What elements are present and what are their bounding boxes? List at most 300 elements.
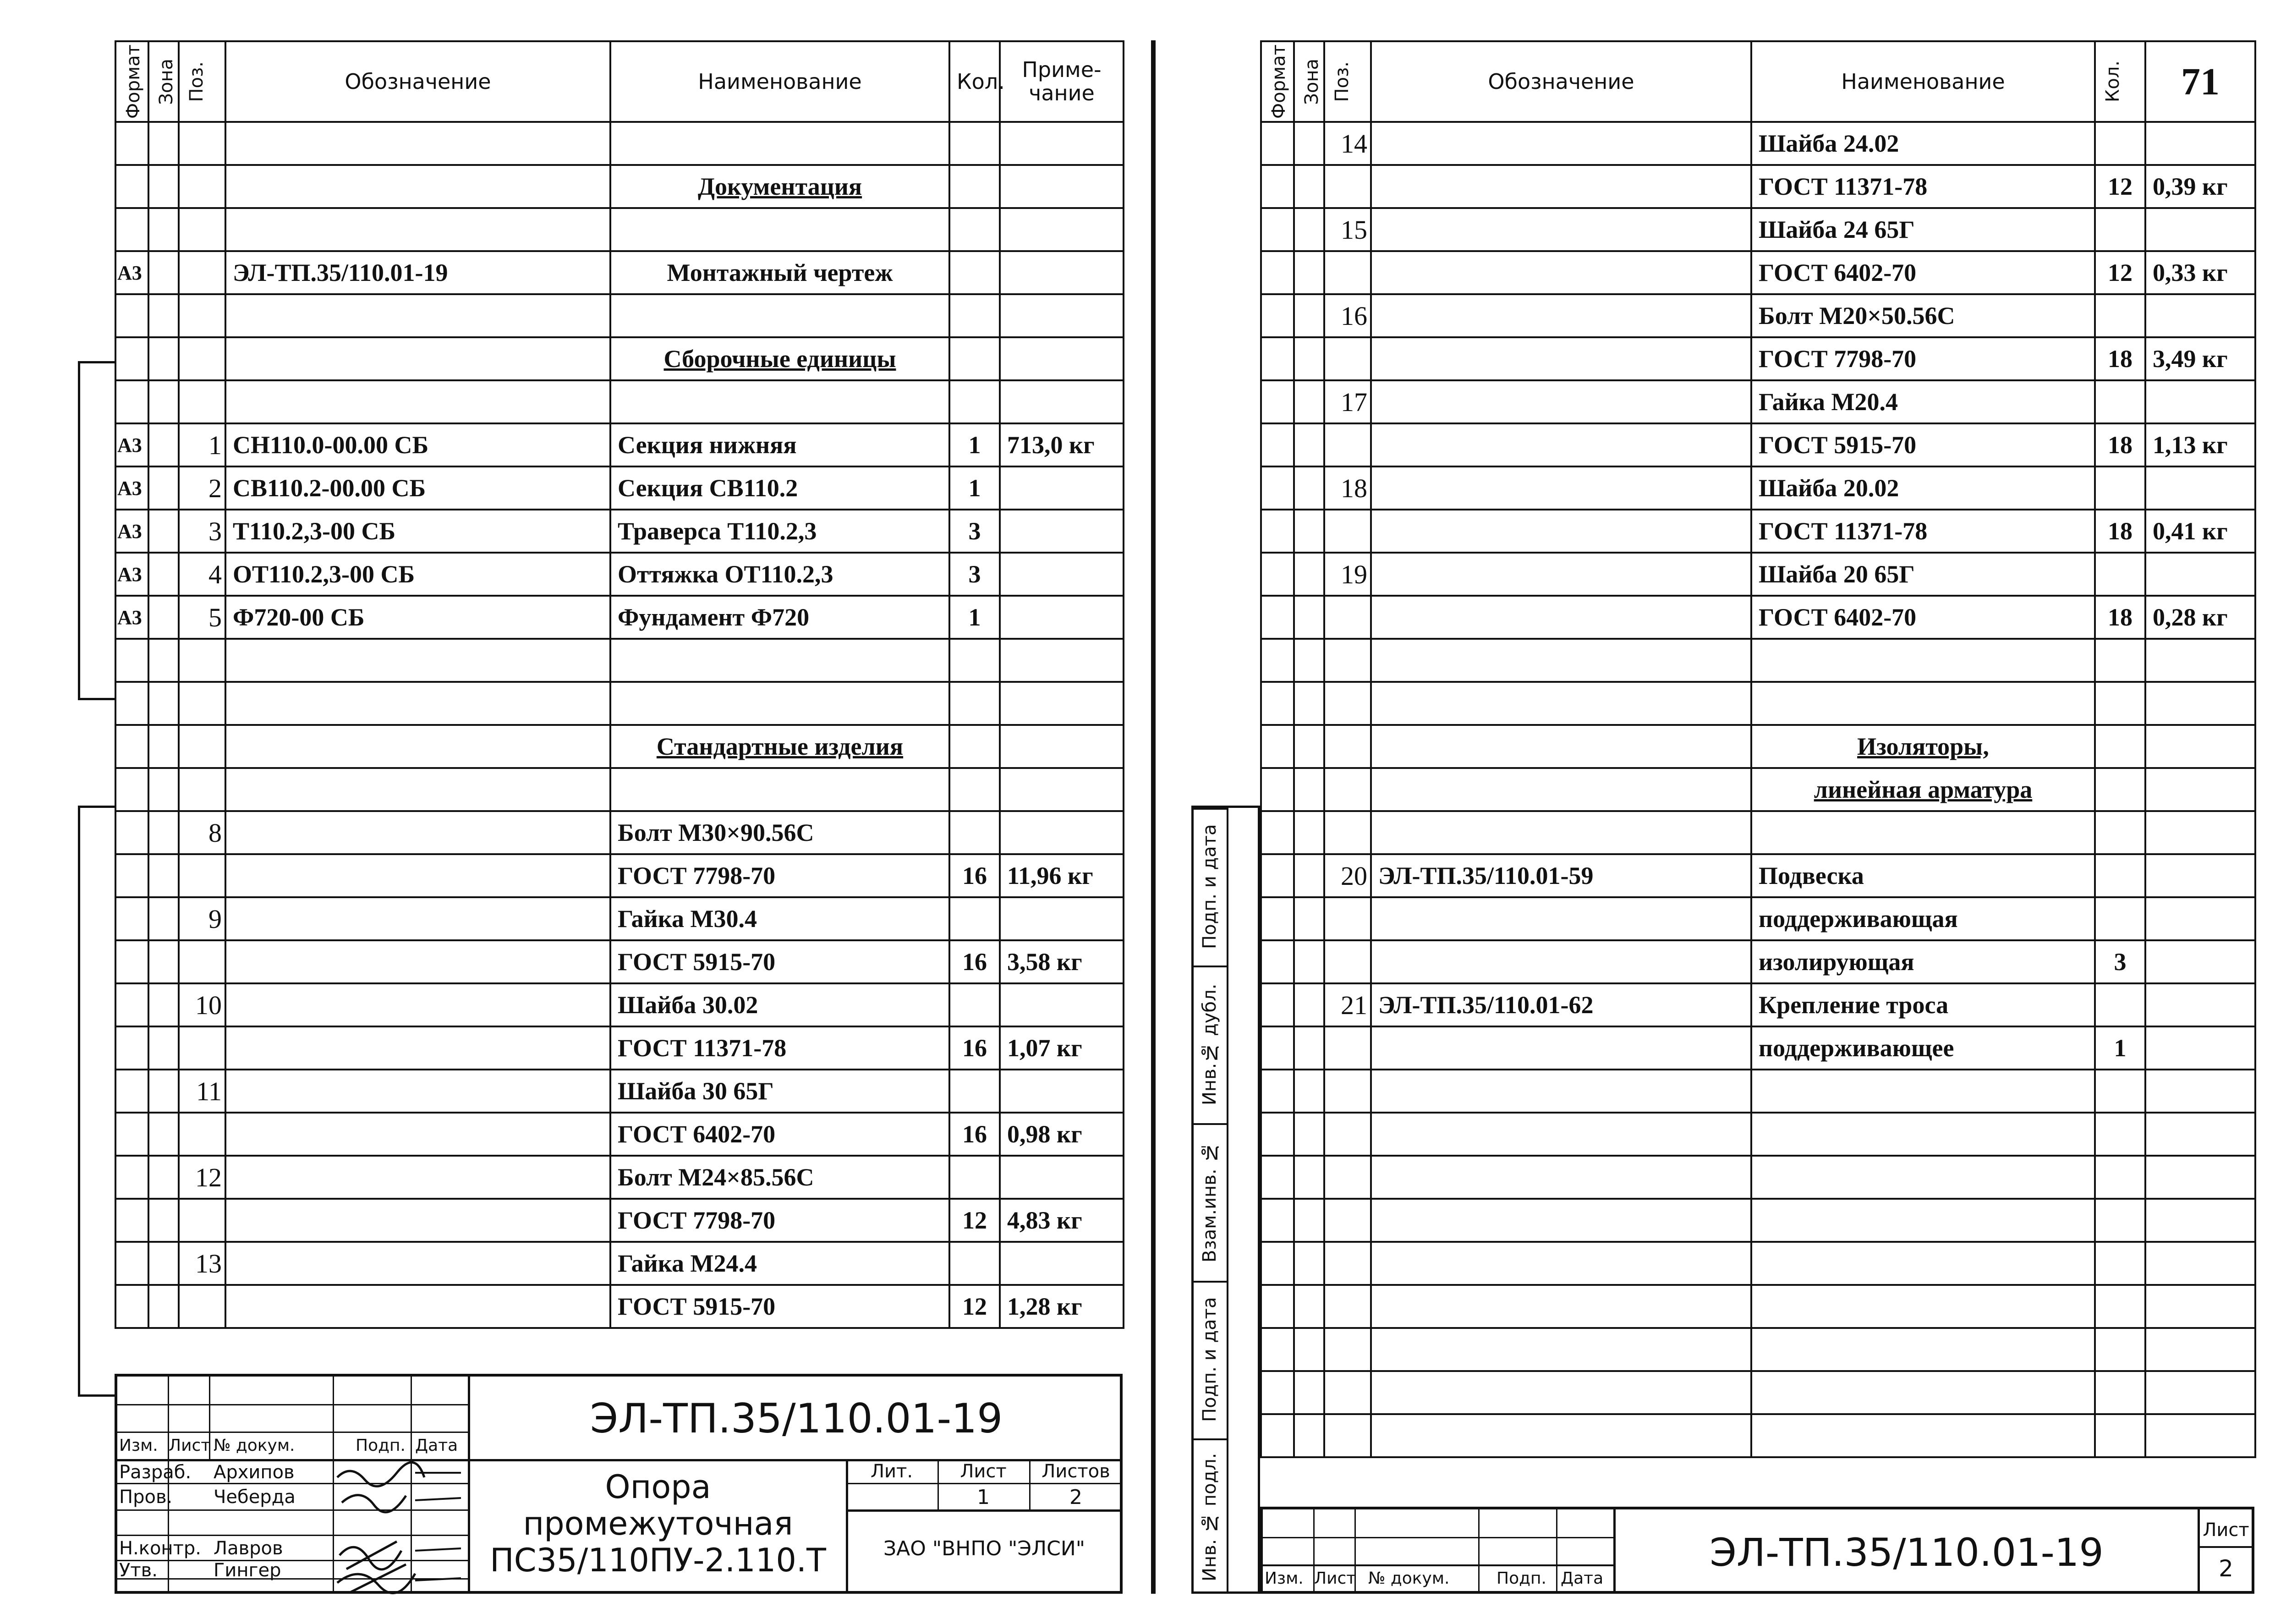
left-binding-strip-2 — [78, 806, 115, 1397]
cell-qty — [2095, 854, 2145, 897]
cell-pos: 11 — [179, 1070, 225, 1113]
cell — [1000, 337, 1124, 380]
section-title — [610, 165, 949, 208]
cell-name: Оттяжка ОТ110.2,3 — [610, 553, 949, 596]
cell-name: Шайба 30.02 — [610, 983, 949, 1026]
right-sheet — [1191, 40, 2254, 1594]
cell-pos — [1324, 811, 1371, 854]
cell-qty — [949, 380, 1000, 423]
cell-designation — [1371, 940, 1751, 983]
cell-format — [1261, 380, 1294, 423]
cell-zone — [1294, 1113, 1324, 1156]
cell-format — [115, 897, 148, 940]
cell-name: ГОСТ 5915-70 — [1751, 423, 2095, 466]
cell — [1000, 165, 1124, 208]
cell-qty — [2095, 122, 2145, 165]
cell-note: 1,07 кг — [1000, 1026, 1124, 1070]
cell-format — [1261, 1328, 1294, 1371]
cell-note — [2145, 983, 2255, 1026]
spec-row — [1261, 639, 2255, 682]
cell-qty: 12 — [2095, 165, 2145, 208]
cell-qty: 18 — [2095, 596, 2145, 639]
spec-row — [115, 423, 1124, 466]
cell-qty — [2095, 1199, 2145, 1242]
cell-format — [1261, 1026, 1294, 1070]
cell-format — [1261, 208, 1294, 251]
cell-pos: 12 — [179, 1156, 225, 1199]
cell-name: изолирующая — [1751, 940, 2095, 983]
cell-pos — [179, 1199, 225, 1242]
cell-format — [115, 1113, 148, 1156]
cell-note — [2145, 1414, 2255, 1457]
cell — [179, 337, 225, 380]
cell-zone — [1294, 122, 1324, 165]
stamp-col-podp: Подп. — [1497, 1569, 1546, 1588]
cell-note: 0,39 кг — [2145, 165, 2255, 208]
cell-qty: 16 — [949, 1113, 1000, 1156]
cell-qty — [2095, 466, 2145, 510]
cell-note — [2145, 1113, 2255, 1156]
side-label: Инв.№ дубл. — [1199, 983, 1220, 1105]
cell-qty — [949, 1242, 1000, 1285]
cell-designation — [225, 811, 610, 854]
cell-note — [2145, 897, 2255, 940]
cell-designation — [225, 122, 610, 165]
spec-row — [115, 811, 1124, 854]
cell-note: 3,58 кг — [1000, 940, 1124, 983]
cell-format — [1261, 940, 1294, 983]
cell-note — [2145, 466, 2255, 510]
cell — [949, 165, 1000, 208]
stamp-r4-name: Гингер — [214, 1560, 281, 1581]
spec-row — [1261, 854, 2255, 897]
cell-name — [1751, 1328, 2095, 1371]
cell-designation — [225, 940, 610, 983]
cell-designation — [1371, 897, 1751, 940]
cell-note — [2145, 682, 2255, 725]
cell-note — [2145, 208, 2255, 251]
cell-pos — [179, 122, 225, 165]
cell-designation — [1371, 1199, 1751, 1242]
stamp-r1-name: Архипов — [214, 1462, 295, 1483]
cell-note — [2145, 811, 2255, 854]
cell-zone — [148, 811, 179, 854]
cell-note: 0,41 кг — [2145, 510, 2255, 553]
cell-note — [1000, 639, 1124, 682]
side-divider — [1194, 966, 1227, 967]
cell-note — [2145, 1070, 2255, 1113]
cell-qty: 16 — [949, 940, 1000, 983]
cell-pos: 17 — [1324, 380, 1371, 423]
right-spec-table — [1260, 40, 2256, 1458]
cell-note — [1000, 466, 1124, 510]
cell-format — [115, 682, 148, 725]
stamp-lit: Лит. — [870, 1461, 913, 1482]
cell-name: Подвеска — [1751, 854, 2095, 897]
cell-qty — [2095, 682, 2145, 725]
cell-format: А3 — [115, 466, 148, 510]
spec-row — [1261, 466, 2255, 510]
cell-designation — [225, 1070, 610, 1113]
cell-zone — [148, 380, 179, 423]
spec-row — [1261, 423, 2255, 466]
spec-row — [115, 251, 1124, 294]
cell-name: ГОСТ 5915-70 — [610, 1285, 949, 1328]
cell-designation — [225, 682, 610, 725]
cell-format — [1261, 897, 1294, 940]
cell-zone — [148, 897, 179, 940]
cell-zone — [1294, 380, 1324, 423]
cell-qty: 18 — [2095, 423, 2145, 466]
stamp-col-date: Дата — [415, 1436, 458, 1455]
cell — [225, 725, 610, 768]
cell-format: А3 — [115, 423, 148, 466]
cell-format — [1261, 466, 1294, 510]
cell-zone — [148, 940, 179, 983]
cell-format — [115, 1242, 148, 1285]
cell-designation — [1371, 1328, 1751, 1371]
spec-row — [1261, 208, 2255, 251]
cell-zone — [148, 553, 179, 596]
spec-row — [115, 983, 1124, 1026]
col-note: Приме- чание — [1000, 41, 1124, 122]
cell-pos — [179, 294, 225, 337]
cell-designation — [225, 380, 610, 423]
cell-qty: 16 — [949, 854, 1000, 897]
cell-designation — [225, 1199, 610, 1242]
stamp-r2-role: Пров. — [119, 1487, 173, 1508]
cell-pos — [179, 251, 225, 294]
cell-zone — [1294, 251, 1324, 294]
cell-qty — [949, 983, 1000, 1026]
cell-zone — [148, 423, 179, 466]
cell-name — [1751, 1414, 2095, 1457]
cell-name: Шайба 20 65Г — [1751, 553, 2095, 596]
cell-name: Гайка М24.4 — [610, 1242, 949, 1285]
section-title-text: линейная арматура — [1814, 776, 2033, 803]
cell-name: ГОСТ 5915-70 — [610, 940, 949, 983]
cell-name: ГОСТ 11371-78 — [1751, 510, 2095, 553]
cell-pos: 16 — [1324, 294, 1371, 337]
cell-name: Фундамент Ф720 — [610, 596, 949, 639]
cell-pos — [1324, 337, 1371, 380]
cell — [949, 337, 1000, 380]
col-name: Наименование — [610, 41, 949, 122]
cell-note — [1000, 380, 1124, 423]
cell-pos — [1324, 1156, 1371, 1199]
cell-designation: Ф720-00 СБ — [225, 596, 610, 639]
stamp-title-l1: Опора — [605, 1468, 711, 1506]
cell-qty — [2095, 639, 2145, 682]
cell-pos — [1324, 1113, 1371, 1156]
spec-row — [1261, 897, 2255, 940]
cell — [1324, 725, 1371, 768]
cell — [2095, 725, 2145, 768]
cell-format — [115, 854, 148, 897]
cell-note — [1000, 811, 1124, 854]
cell-pos — [179, 1285, 225, 1328]
cell-note: 11,96 кг — [1000, 854, 1124, 897]
cell-pos: 21 — [1324, 983, 1371, 1026]
cell-designation — [225, 1156, 610, 1199]
cell — [1371, 725, 1751, 768]
cell-zone — [148, 466, 179, 510]
cell-format — [1261, 639, 1294, 682]
cell-name: Шайба 24.02 — [1751, 122, 2095, 165]
cell-format — [1261, 165, 1294, 208]
spec-row — [115, 294, 1124, 337]
cell-zone — [148, 1156, 179, 1199]
cell-format — [115, 380, 148, 423]
cell-zone — [148, 1113, 179, 1156]
cell-zone — [148, 854, 179, 897]
cell-designation — [1371, 294, 1751, 337]
right-doc-code: ЭЛ-ТП.35/110.01-19 — [1710, 1530, 2104, 1575]
cell-note: 0,28 кг — [2145, 596, 2255, 639]
cell-note — [2145, 1328, 2255, 1371]
cell-note — [1000, 208, 1124, 251]
cell-format — [115, 1156, 148, 1199]
cell-pos: 8 — [179, 811, 225, 854]
section-title — [610, 337, 949, 380]
col-format: Формат — [115, 41, 148, 122]
spec-row — [1261, 1156, 2255, 1199]
cell-name: Гайка М20.4 — [1751, 380, 2095, 423]
stamp-grid-left — [117, 1377, 470, 1591]
cell-note: 0,98 кг — [1000, 1113, 1124, 1156]
cell-note — [1000, 1070, 1124, 1113]
cell-zone — [1294, 1328, 1324, 1371]
cell — [115, 725, 148, 768]
cell — [115, 165, 148, 208]
cell-note — [2145, 1285, 2255, 1328]
cell-name: ГОСТ 7798-70 — [610, 854, 949, 897]
cell-designation — [225, 854, 610, 897]
cell-zone — [1294, 897, 1324, 940]
spec-row — [1261, 1242, 2255, 1285]
cell-designation — [1371, 1285, 1751, 1328]
spec-row — [115, 1156, 1124, 1199]
cell-pos — [179, 1113, 225, 1156]
cell-name: ГОСТ 6402-70 — [1751, 596, 2095, 639]
left-binding-strip — [78, 361, 115, 700]
cell-zone — [1294, 1242, 1324, 1285]
cell-pos — [1324, 1070, 1371, 1113]
cell-designation — [1371, 380, 1751, 423]
cell-zone — [148, 596, 179, 639]
cell-pos: 3 — [179, 510, 225, 553]
cell-zone — [148, 983, 179, 1026]
cell-designation — [1371, 466, 1751, 510]
cell-designation — [1371, 811, 1751, 854]
cell-name: Секция нижняя — [610, 423, 949, 466]
cell-designation — [1371, 1113, 1751, 1156]
spec-row — [115, 1285, 1124, 1328]
cell-zone — [1294, 940, 1324, 983]
cell-note — [2145, 1026, 2255, 1070]
cell-qty — [2095, 897, 2145, 940]
cell-note — [1000, 1242, 1124, 1285]
cell-designation — [225, 208, 610, 251]
cell-qty: 16 — [949, 1026, 1000, 1070]
spec-row — [115, 682, 1124, 725]
cell-format — [115, 811, 148, 854]
cell-name: Траверса Т110.2,3 — [610, 510, 949, 553]
cell-qty — [2095, 553, 2145, 596]
spec-row — [1261, 1285, 2255, 1328]
col-pos: Поз. — [179, 41, 225, 122]
stamp-org: ЗАО "ВНПО "ЭЛСИ" — [883, 1537, 1085, 1560]
spec-row — [1261, 983, 2255, 1026]
cell-designation — [1371, 1371, 1751, 1414]
cell-note — [1000, 122, 1124, 165]
cell-zone — [148, 294, 179, 337]
cell-zone — [1294, 553, 1324, 596]
cell-format: А3 — [115, 553, 148, 596]
cell-pos — [1324, 1328, 1371, 1371]
cell-zone — [148, 510, 179, 553]
cell-zone — [148, 1199, 179, 1242]
cell-name — [610, 380, 949, 423]
cell-zone — [1294, 983, 1324, 1026]
side-divider — [1194, 1123, 1227, 1125]
cell-zone — [148, 768, 179, 811]
cell-format — [115, 1026, 148, 1070]
cell-name: Гайка М30.4 — [610, 897, 949, 940]
cell-note — [2145, 294, 2255, 337]
stamp-title-l2: промежуточная — [523, 1505, 793, 1542]
cell-zone — [1294, 1026, 1324, 1070]
spec-row — [115, 1070, 1124, 1113]
cell-qty — [2095, 811, 2145, 854]
cell-qty: 3 — [949, 510, 1000, 553]
cell-name — [610, 768, 949, 811]
cell-format — [1261, 1156, 1294, 1199]
left-doc-code: ЭЛ-ТП.35/110.01-19 — [590, 1395, 1003, 1442]
cell-qty — [2095, 1328, 2145, 1371]
cell-name: Болт М30×90.56С — [610, 811, 949, 854]
cell — [1371, 768, 1751, 811]
cell-format — [1261, 1285, 1294, 1328]
stamp-sheets-lbl: Листов — [1042, 1461, 1110, 1482]
cell-zone — [1294, 854, 1324, 897]
left-title-block — [115, 1374, 1123, 1594]
cell-format — [1261, 510, 1294, 553]
cell-zone — [148, 1026, 179, 1070]
cell-designation — [225, 1026, 610, 1070]
stamp-sheets: 2 — [1069, 1486, 1082, 1509]
cell-zone — [1294, 423, 1324, 466]
cell — [1294, 768, 1324, 811]
cell-name — [1751, 639, 2095, 682]
col-qty: Кол. — [949, 41, 1000, 122]
spec-row — [115, 897, 1124, 940]
cell-designation — [225, 1285, 610, 1328]
stamp-sheet: 1 — [977, 1486, 990, 1509]
cell-zone — [1294, 1199, 1324, 1242]
spec-row — [115, 380, 1124, 423]
cell-qty: 18 — [2095, 337, 2145, 380]
cell-zone — [1294, 510, 1324, 553]
cell-name: Шайба 20.02 — [1751, 466, 2095, 510]
cell-name — [1751, 1113, 2095, 1156]
cell-note — [1000, 983, 1124, 1026]
cell-name — [610, 208, 949, 251]
spec-row — [1261, 510, 2255, 553]
cell-pos — [1324, 1285, 1371, 1328]
left-spec-table — [115, 40, 1124, 1329]
cell-format — [1261, 1199, 1294, 1242]
side-divider — [1194, 1281, 1227, 1283]
cell-pos — [1324, 1371, 1371, 1414]
cell-pos — [1324, 1199, 1371, 1242]
cell-qty: 1 — [949, 466, 1000, 510]
cell — [179, 165, 225, 208]
cell-pos: 5 — [179, 596, 225, 639]
cell — [1324, 768, 1371, 811]
cell-format — [1261, 811, 1294, 854]
cell-pos: 10 — [179, 983, 225, 1026]
spec-row — [1261, 1026, 2255, 1070]
stamp-col-ndoc: № докум. — [214, 1436, 295, 1455]
cell-designation: ЭЛ-ТП.35/110.01-59 — [1371, 854, 1751, 897]
cell-format — [1261, 1371, 1294, 1414]
cell-zone — [1294, 682, 1324, 725]
cell-name — [610, 639, 949, 682]
cell-name: Шайба 24 65Г — [1751, 208, 2095, 251]
cell-name: ГОСТ 11371-78 — [1751, 165, 2095, 208]
cell-name — [1751, 1242, 2095, 1285]
side-label: Подп. и дата — [1199, 1297, 1220, 1422]
cell-designation — [225, 983, 610, 1026]
cell-qty — [949, 251, 1000, 294]
cell-note: 1,13 кг — [2145, 423, 2255, 466]
cell-zone — [1294, 165, 1324, 208]
cell-format — [1261, 553, 1294, 596]
section-title-text: Сборочные единицы — [663, 345, 896, 373]
cell-pos — [1324, 1242, 1371, 1285]
cell-qty: 12 — [949, 1285, 1000, 1328]
cell-zone — [1294, 596, 1324, 639]
spec-row — [1261, 1371, 2255, 1414]
cell-name: Крепление троса — [1751, 983, 2095, 1026]
cell-designation: ЭЛ-ТП.35/110.01-19 — [225, 251, 610, 294]
cell-pos: 18 — [1324, 466, 1371, 510]
spec-row — [115, 510, 1124, 553]
cell-zone — [1294, 208, 1324, 251]
cell-note — [2145, 1242, 2255, 1285]
cell-designation — [1371, 682, 1751, 725]
section-title — [610, 725, 949, 768]
cell-note — [1000, 897, 1124, 940]
cell-qty — [2095, 1156, 2145, 1199]
cell-name: ГОСТ 11371-78 — [610, 1026, 949, 1070]
cell-name — [1751, 1199, 2095, 1242]
cell-designation — [1371, 251, 1751, 294]
cell-zone — [1294, 811, 1324, 854]
cell-format — [1261, 294, 1294, 337]
cell-designation — [225, 1113, 610, 1156]
spec-row — [1261, 1070, 2255, 1113]
signature-marks — [333, 1459, 470, 1597]
cell-qty — [949, 682, 1000, 725]
side-label: Подп. и дата — [1199, 824, 1220, 949]
cell-pos — [179, 682, 225, 725]
cell-format: А3 — [115, 510, 148, 553]
col-zone: Зона — [148, 41, 179, 122]
cell-zone — [148, 639, 179, 682]
section-title-text: Документация — [697, 173, 862, 200]
